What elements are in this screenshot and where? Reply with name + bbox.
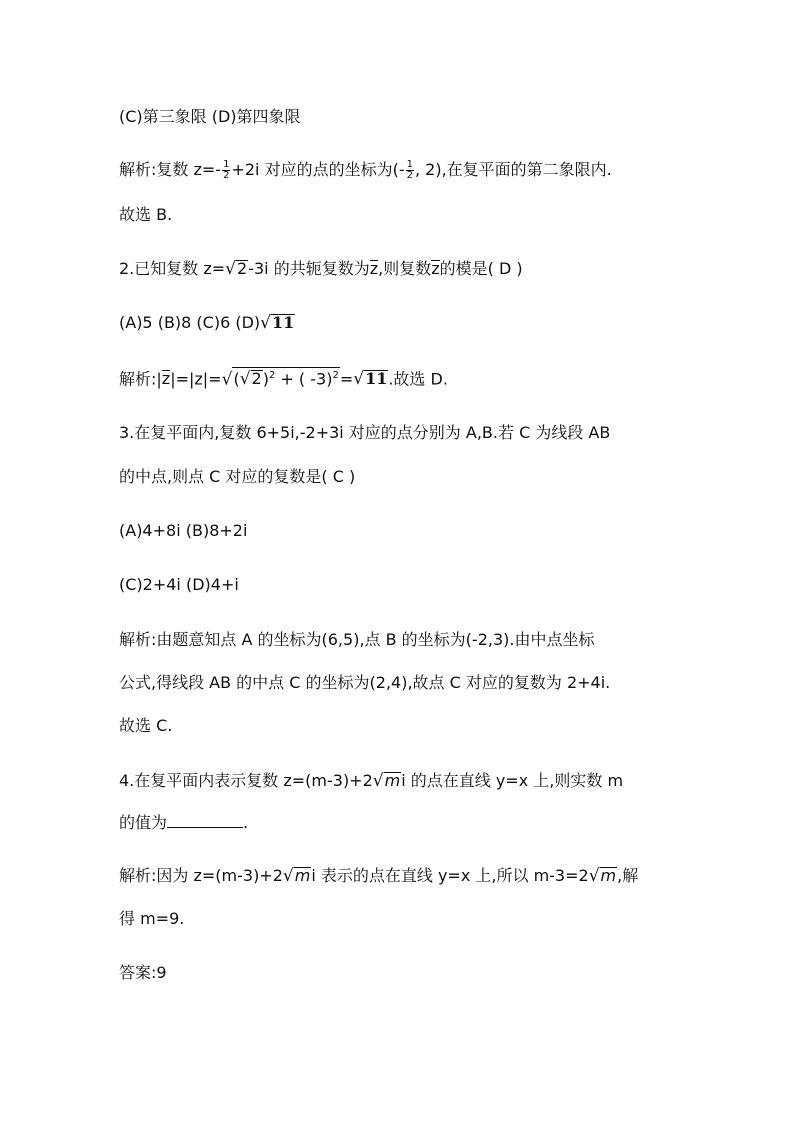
radicand: 11	[365, 369, 388, 389]
radicand: 2	[251, 369, 262, 389]
text: ,则复数	[378, 259, 432, 278]
sqrt: √m	[282, 866, 311, 886]
radicand: m	[600, 866, 617, 885]
q4-solution-line2: 得 m=9.	[119, 909, 185, 928]
q2-options	[119, 313, 295, 333]
sqrt: √2	[225, 259, 248, 279]
text: (A)5 (B)8 (C)6 (D)	[119, 313, 261, 332]
exponent: 2	[268, 370, 276, 381]
radicand	[232, 367, 339, 390]
conjugate-z: z	[369, 259, 379, 278]
answer-blank[interactable]	[167, 813, 243, 828]
q2-stem	[119, 259, 523, 279]
text: .	[243, 813, 249, 832]
text: .故选 D.	[388, 369, 448, 389]
radicand: 11	[272, 313, 295, 332]
conjugate-z: z	[161, 369, 171, 389]
conjugate-z: z	[431, 259, 440, 278]
exponent: 2	[332, 370, 339, 381]
denominator: 2	[223, 170, 230, 181]
text: -	[398, 160, 405, 179]
q3-solution-line1: 解析:由题意知点 A 的坐标为(6,5),点 B 的坐标为(-2,3).由中点坐标	[119, 630, 595, 649]
q1-solution-line1	[119, 160, 612, 181]
q1-options-cd: (C)第三象限 (D)第四象限	[119, 107, 301, 126]
text: |=|z|=	[170, 369, 222, 389]
q2-solution	[119, 367, 448, 389]
q4-solution-line1	[119, 866, 638, 886]
q4-stem-line2	[119, 813, 248, 833]
text: 2.已知复数 z=	[119, 259, 226, 278]
sqrt: √2	[239, 369, 262, 390]
text: +2i 对应的点的坐标为(	[231, 160, 399, 179]
q4-stem-line1	[119, 771, 623, 791]
sqrt: √m	[588, 866, 617, 886]
q3-stem-line2: 的中点,则点 C 对应的复数是( C )	[119, 467, 356, 486]
text: -	[215, 160, 222, 179]
sqrt: √11	[353, 369, 388, 390]
radicand: m	[384, 771, 401, 790]
numerator: 1	[406, 159, 413, 170]
text: 4.在复平面内表示复数 z=(m-3)+2	[119, 771, 373, 790]
text: 解析:复数 z=	[119, 160, 216, 179]
q3-options-cd: (C)2+4i (D)4+i	[119, 575, 239, 594]
numerator: 1	[223, 159, 230, 170]
text: =	[339, 369, 354, 389]
sqrt: $√(√2)^2$ + ( -3)$^2$	[222, 367, 340, 389]
text: ,解	[617, 866, 639, 885]
fraction	[406, 160, 414, 181]
text: , 2),在复平面的第二象限内.	[414, 160, 612, 179]
text: )	[262, 369, 269, 389]
q3-stem-line1: 3.在复平面内,复数 6+5i,-2+3i 对应的点分别为 A,B.若 C 为线段 AB	[119, 423, 611, 442]
text: (	[233, 369, 240, 389]
radicand: 2	[237, 259, 248, 278]
text: 的值为	[119, 813, 168, 832]
denominator: 2	[406, 170, 413, 181]
radicand: m	[294, 866, 311, 885]
text: 解析:因为 z=(m-3)+2	[119, 866, 283, 885]
q3-options-ab: (A)4+8i (B)8+2i	[119, 521, 248, 540]
text: 解析:|	[119, 369, 162, 389]
q3-solution-line3: 故选 C.	[119, 716, 173, 735]
sqrt: √11	[260, 313, 295, 333]
text: i 表示的点在直线 y=x 上,所以 m-3=2	[311, 866, 589, 885]
q4-answer: 答案:9	[119, 963, 167, 982]
q1-solution-line2: 故选 B.	[119, 205, 173, 224]
fraction	[222, 160, 230, 181]
text: 的模是( D )	[439, 259, 523, 278]
text: -3i 的共轭复数为	[248, 259, 370, 278]
text: i 的点在直线 y=x 上,则实数 m	[401, 771, 624, 790]
text: + ( -3)	[275, 369, 333, 389]
sqrt: √m	[372, 771, 401, 791]
q3-solution-line2: 公式,得线段 AB 的中点 C 的坐标为(2,4),故点 C 对应的复数为 2+4i.	[119, 673, 611, 692]
